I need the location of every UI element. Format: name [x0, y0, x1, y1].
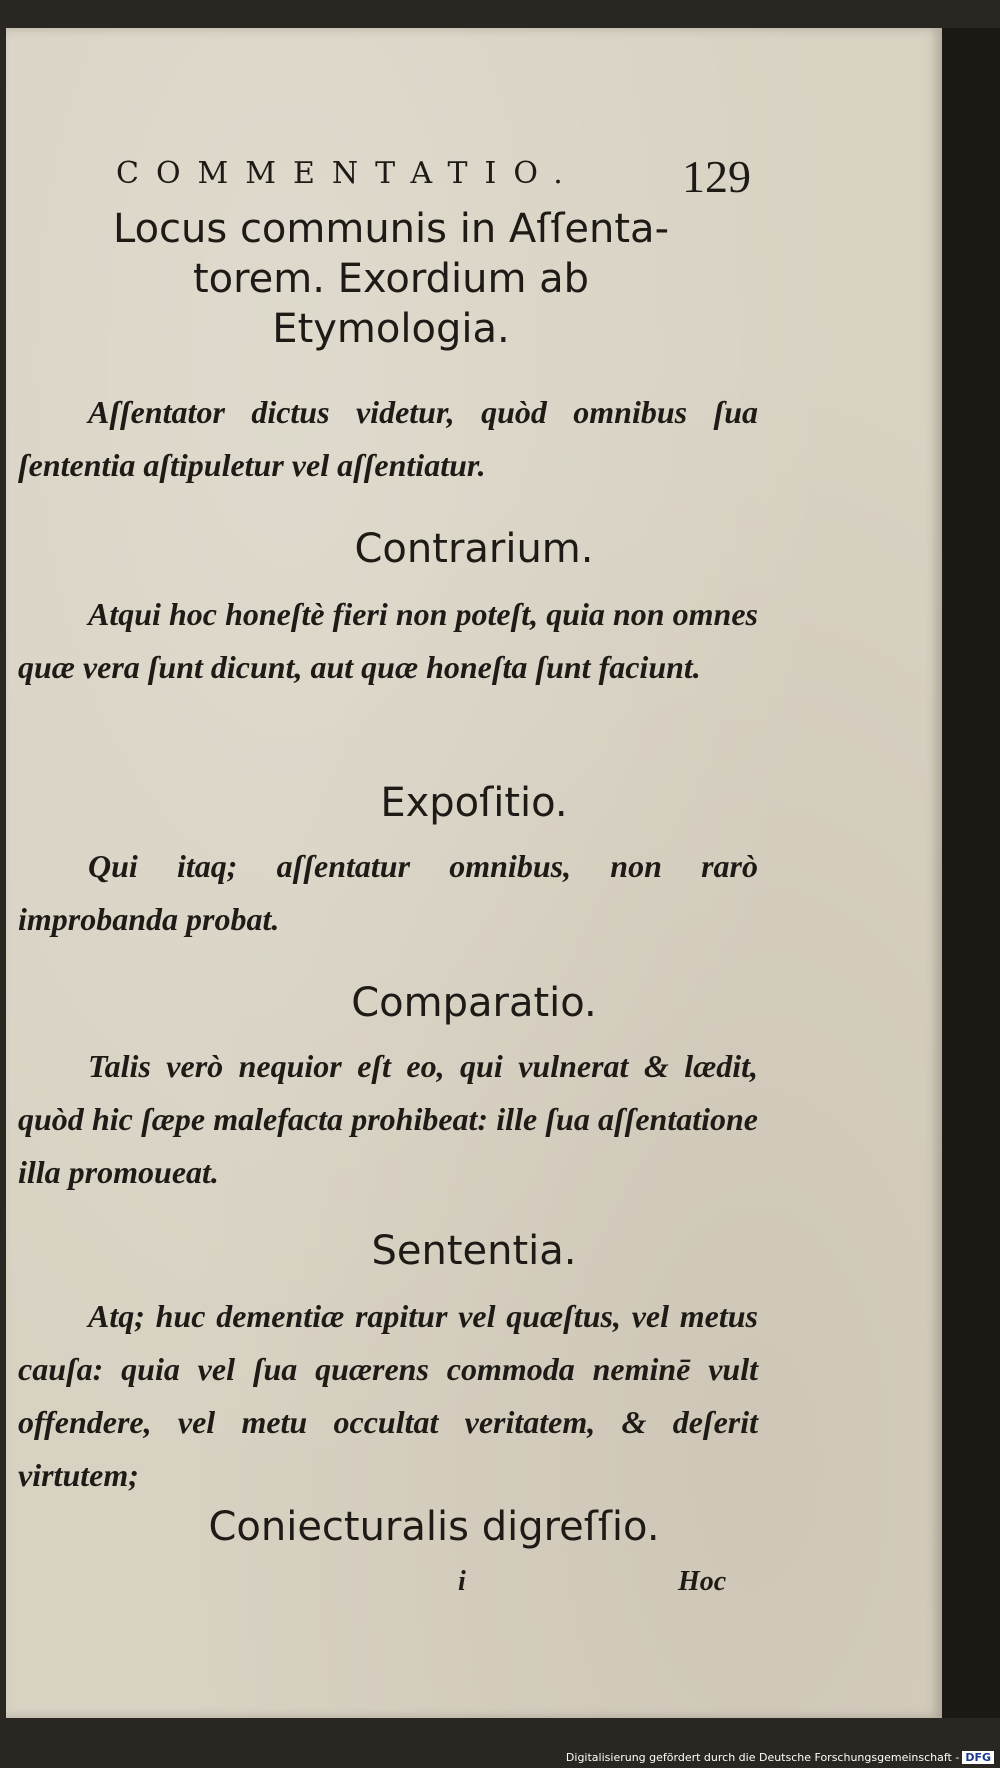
heading-expositio: Expoſitio. — [380, 780, 568, 826]
heading-contrarium: Contrarium. — [354, 526, 594, 572]
running-header: COMMENTATIO. — [116, 156, 580, 191]
paragraph-comparatio: Talis verò nequior eſt eo, qui vulnerat & lædit, quòd hic ſæpe malefacta prohibeat: ille ſua aſſentatione illa promoueat. — [18, 1048, 758, 1190]
heading-sententia: Sententia. — [371, 1228, 577, 1274]
title-line: Etymologia. — [272, 306, 510, 352]
heading-comparatio: Comparatio. — [351, 980, 597, 1026]
paragraph-sententia: Atq; huc dementiæ rapitur vel quæſtus, vel metus cauſa: quia vel ſua quærens commoda neminē vult offendere, vel metu occultat veritatem, & deſerit virtutem; — [18, 1298, 758, 1493]
page-number: 129 — [682, 151, 751, 202]
digitization-credit — [566, 1751, 994, 1764]
page-edge-shadow — [942, 28, 1000, 1718]
paragraph-contrarium: Atqui hoc honeſtè fieri non poteſt, quia non omnes quæ vera ſunt dicunt, aut quæ honeſta ſunt faciunt. — [18, 596, 758, 685]
paragraph-etymologia: Aſſentator dictus videtur, quòd omnibus ſua ſententia aſtipuletur vel aſſentiatur. — [18, 394, 758, 483]
dfg-logo: DFG — [962, 1751, 994, 1764]
page-title — [66, 204, 716, 354]
catchword: Hoc — [678, 1566, 727, 1597]
footer-text: Digitalisierung gefördert durch die Deutsche Forschungsgemeinschaft - — [565, 1751, 960, 1764]
book-page — [6, 28, 942, 1718]
paragraph-expositio: Qui itaq; aſſentatur omnibus, non rarò improbanda probat. — [18, 848, 758, 937]
title-line: torem. Exordium ab — [192, 256, 590, 302]
title-line: Locus communis in Aſſenta- — [112, 206, 669, 252]
heading-coniecturalis: Coniecturalis digreſſio. — [208, 1504, 660, 1550]
signature-mark: i — [458, 1566, 466, 1597]
